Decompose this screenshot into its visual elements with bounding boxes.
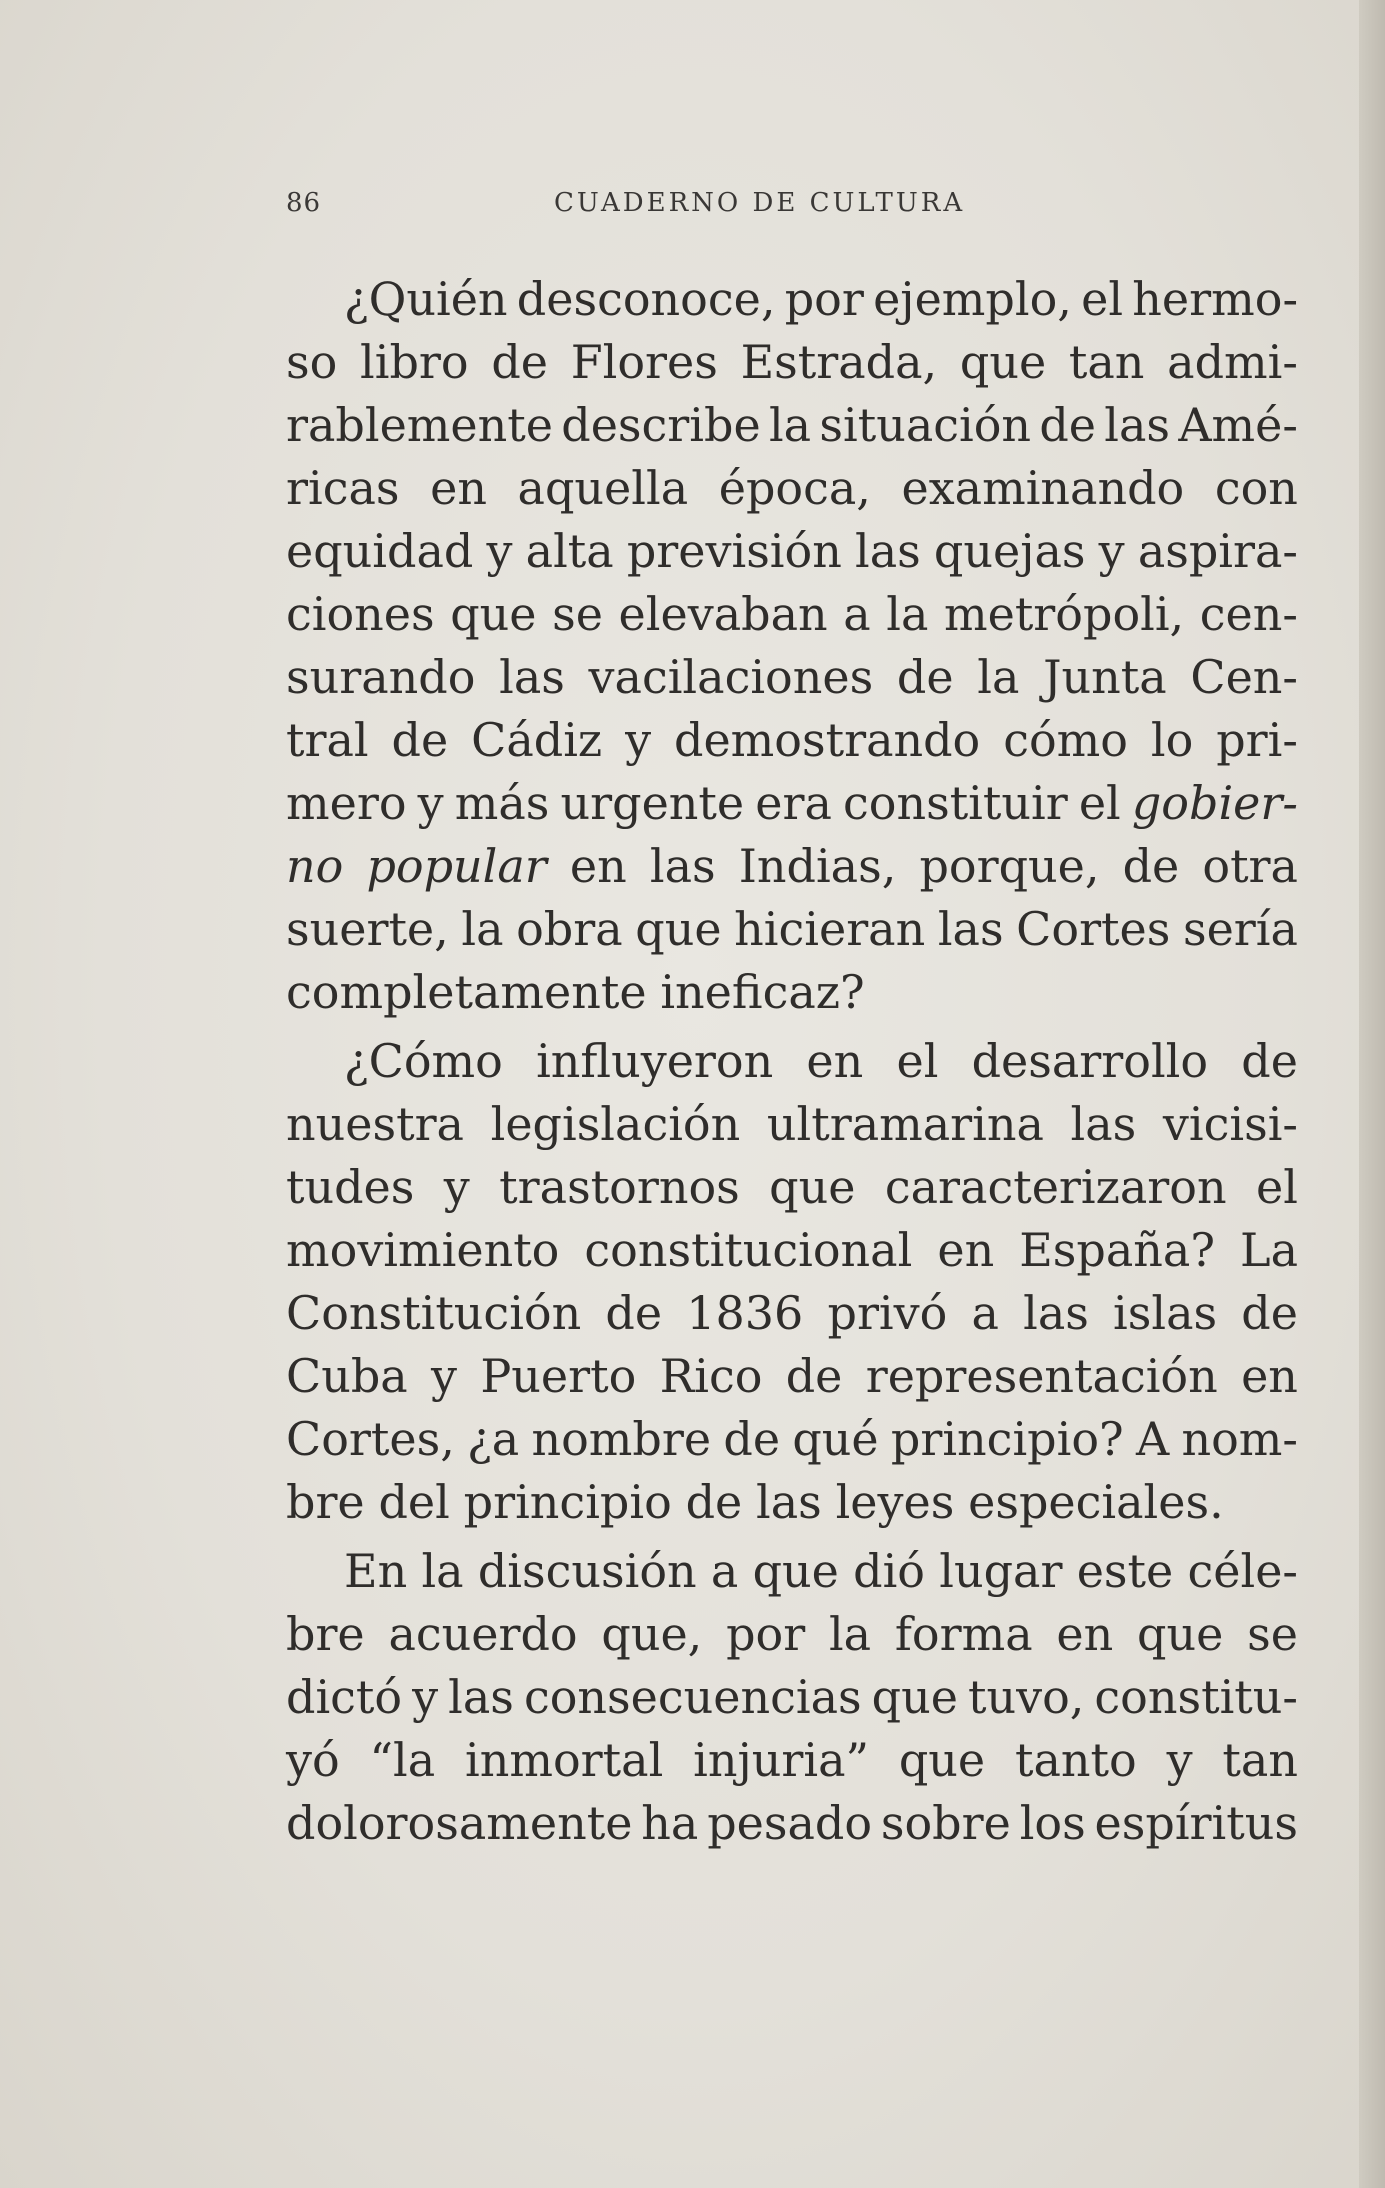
word: y	[412, 1670, 439, 1724]
word: caracterizaron	[884, 1160, 1227, 1214]
text-line	[286, 331, 1298, 394]
word: Indias,	[738, 839, 897, 893]
word: discusión	[477, 1544, 697, 1598]
word: el	[1256, 1160, 1298, 1214]
word: Cuba	[286, 1349, 408, 1403]
word: situación	[819, 398, 1032, 452]
word: las	[448, 1670, 514, 1724]
word: que	[752, 1544, 839, 1598]
word: bre	[286, 1607, 365, 1661]
word: desarrollo	[971, 1034, 1209, 1088]
word: a	[971, 1286, 999, 1340]
word: constituir	[843, 776, 1068, 830]
word: de	[1122, 839, 1180, 893]
word: acuerdo	[388, 1607, 578, 1661]
word: la	[886, 587, 929, 641]
word: el	[896, 1034, 939, 1088]
word: de	[1241, 1286, 1298, 1340]
word: admi-	[1167, 335, 1298, 389]
word: sería	[1182, 902, 1298, 956]
text-line	[286, 520, 1298, 583]
page-header	[286, 188, 1046, 228]
word: de	[491, 335, 548, 389]
word: dolorosamente	[286, 1796, 633, 1850]
word: Puerto	[480, 1349, 637, 1403]
running-title: CUADERNO DE CULTURA	[554, 188, 966, 218]
word: las	[1070, 1097, 1137, 1151]
word: de	[723, 1412, 781, 1466]
word: por	[726, 1607, 806, 1661]
word: islas	[1113, 1286, 1218, 1340]
word: nuestra	[286, 1097, 464, 1151]
word: ciones	[286, 587, 435, 641]
word: influyeron	[536, 1034, 774, 1088]
word: que	[1137, 1607, 1224, 1661]
text-line	[286, 898, 1298, 961]
word: surando	[286, 650, 476, 704]
word: describe	[561, 398, 761, 452]
word: ejemplo,	[873, 272, 1072, 326]
word: de	[1039, 398, 1096, 452]
text-line	[286, 1030, 1298, 1093]
word: las	[1023, 1286, 1089, 1340]
word: movimiento	[286, 1223, 560, 1277]
word: consecuencias	[523, 1670, 862, 1724]
word: por	[784, 272, 864, 326]
word: ¿a	[467, 1412, 520, 1466]
text-line	[286, 1408, 1298, 1471]
word: constitu-	[1094, 1670, 1298, 1724]
word: tudes	[286, 1160, 415, 1214]
word: las	[756, 1475, 822, 1529]
word: Estrada,	[740, 335, 938, 389]
word: el	[1078, 776, 1121, 830]
word: en	[1056, 1607, 1114, 1661]
word: yó	[286, 1733, 340, 1787]
word: de	[685, 1475, 743, 1529]
word: pri-	[1216, 713, 1298, 767]
text-line	[286, 709, 1298, 772]
word: injuria”	[693, 1733, 870, 1787]
word: de	[391, 713, 449, 767]
word: Cortes	[1016, 902, 1171, 956]
word: que	[769, 1160, 856, 1214]
word: so	[286, 335, 338, 389]
word: de	[1241, 1034, 1298, 1088]
word: que	[450, 587, 537, 641]
word: previsión	[626, 524, 842, 578]
word: quejas	[933, 524, 1086, 578]
word: de	[605, 1286, 663, 1340]
word: se	[1247, 1607, 1298, 1661]
paragraph-1	[286, 268, 1298, 1024]
word: en	[1241, 1349, 1298, 1403]
word: la	[977, 650, 1020, 704]
text-line	[286, 1282, 1298, 1345]
word: la	[421, 1544, 464, 1598]
word: la	[461, 902, 504, 956]
word: otra	[1202, 839, 1298, 893]
text-line	[286, 1666, 1298, 1729]
word: Amé-	[1178, 398, 1298, 452]
word: libro	[360, 335, 469, 389]
word: Cádiz	[471, 713, 603, 767]
word: de	[896, 650, 954, 704]
word: que,	[601, 1607, 703, 1661]
word: vicisi-	[1162, 1097, 1298, 1151]
word: que	[959, 335, 1047, 389]
word: espíritus	[1094, 1796, 1298, 1850]
word: época,	[718, 461, 871, 515]
word: aspira-	[1137, 524, 1298, 578]
word: constitucional	[584, 1223, 913, 1277]
text-line	[286, 1345, 1298, 1408]
word: Junta	[1043, 650, 1167, 704]
word: este	[1076, 1544, 1174, 1598]
word: elevaban	[618, 587, 828, 641]
word: ha	[641, 1796, 699, 1850]
word: porque,	[919, 839, 1100, 893]
word: trastornos	[499, 1160, 740, 1214]
word: España?	[1019, 1223, 1215, 1277]
word: que	[898, 1733, 986, 1787]
page-edge-shadow	[1359, 0, 1385, 2188]
word: y	[1098, 524, 1125, 578]
word: pesado	[707, 1796, 873, 1850]
word: ¿Cómo	[344, 1034, 503, 1088]
word: y	[443, 1160, 470, 1214]
word: urgente	[560, 776, 745, 830]
word: hermo-	[1132, 272, 1298, 326]
word: se	[552, 587, 603, 641]
word: sobre	[880, 1796, 1011, 1850]
word: A	[1135, 1412, 1170, 1466]
text-line	[286, 1219, 1298, 1282]
page-number: 86	[286, 188, 322, 218]
word: y	[1166, 1733, 1193, 1787]
word: la	[828, 1607, 872, 1661]
word: del	[378, 1475, 450, 1529]
word: ultramarina	[766, 1097, 1044, 1151]
word: desconoce,	[516, 272, 776, 326]
word: tral	[286, 713, 369, 767]
word: lugar	[939, 1544, 1063, 1598]
text-line	[286, 1603, 1298, 1666]
body-text	[286, 268, 1298, 1855]
word: vacilaciones	[588, 650, 874, 704]
word: en	[430, 461, 487, 515]
word: ricas	[286, 461, 400, 515]
text-line	[286, 268, 1298, 331]
word: hicieran	[734, 902, 926, 956]
word: Rico	[659, 1349, 763, 1403]
text-line	[286, 961, 1298, 1024]
word: mero	[286, 776, 407, 830]
word: inmortal	[465, 1733, 664, 1787]
paragraph-3	[286, 1540, 1298, 1855]
text-line	[286, 835, 1298, 898]
word: Cen-	[1190, 650, 1298, 704]
word: a	[710, 1544, 739, 1598]
word: demostrando	[674, 713, 981, 767]
word: especiales.	[968, 1475, 1224, 1529]
text-line	[286, 1729, 1298, 1792]
text-line	[286, 1093, 1298, 1156]
word: principio?	[890, 1412, 1124, 1466]
word: gobier-	[1131, 776, 1298, 830]
word: completamente	[286, 965, 647, 1019]
word: popular	[366, 839, 547, 893]
word: representación	[865, 1349, 1218, 1403]
word: y	[625, 713, 652, 767]
word: las	[649, 839, 716, 893]
word: de	[785, 1349, 843, 1403]
word: la	[768, 398, 812, 452]
word: en	[806, 1034, 864, 1088]
word: dictó	[286, 1670, 403, 1724]
word: a	[843, 587, 871, 641]
text-line	[286, 583, 1298, 646]
word: privó	[827, 1286, 948, 1340]
word: nom-	[1181, 1412, 1298, 1466]
word: que	[871, 1670, 958, 1724]
word: ineficaz?	[660, 965, 865, 1019]
word: equidad	[286, 524, 474, 578]
text-line	[286, 772, 1298, 835]
word: qué	[792, 1412, 879, 1466]
word: suerte,	[286, 902, 449, 956]
text-line	[286, 457, 1298, 520]
word: forma	[894, 1607, 1033, 1661]
word: y	[431, 1349, 458, 1403]
word: las	[1104, 398, 1171, 452]
text-line	[286, 1471, 1298, 1534]
word: ¿Quién	[344, 272, 508, 326]
word: Constitución	[286, 1286, 582, 1340]
word: tan	[1222, 1733, 1298, 1787]
word: aquella	[517, 461, 689, 515]
word: que	[635, 902, 722, 956]
word: principio	[463, 1475, 672, 1529]
word: cen-	[1199, 587, 1298, 641]
word: leyes	[835, 1475, 955, 1529]
word: y	[486, 524, 513, 578]
word: con	[1214, 461, 1298, 515]
word: Flores	[570, 335, 718, 389]
word: no	[286, 839, 344, 893]
word: cómo	[1003, 713, 1128, 767]
word: La	[1240, 1223, 1298, 1277]
word: bre	[286, 1475, 365, 1529]
word: en	[569, 839, 627, 893]
word: el	[1081, 272, 1124, 326]
word: metrópoli,	[943, 587, 1185, 641]
word: examinando	[901, 461, 1185, 515]
word: Cortes,	[286, 1412, 455, 1466]
word: 1836	[686, 1286, 804, 1340]
word: tan	[1068, 335, 1145, 389]
text-line	[286, 394, 1298, 457]
word: “la	[369, 1733, 436, 1787]
word: nombre	[531, 1412, 712, 1466]
text-line	[286, 1792, 1298, 1855]
text-line	[286, 1156, 1298, 1219]
word: obra	[516, 902, 623, 956]
word: dió	[853, 1544, 925, 1598]
word: las	[855, 524, 921, 578]
word: céle-	[1187, 1544, 1298, 1598]
word: tuvo,	[967, 1670, 1085, 1724]
word: en	[937, 1223, 995, 1277]
text-line	[286, 646, 1298, 709]
word: las	[937, 902, 1004, 956]
word: era	[755, 776, 832, 830]
word: legislación	[490, 1097, 741, 1151]
text-line	[286, 1540, 1298, 1603]
word: En	[344, 1544, 408, 1598]
word: y	[417, 776, 444, 830]
paragraph-2	[286, 1030, 1298, 1534]
word: rablemente	[286, 398, 553, 452]
word: tanto	[1015, 1733, 1137, 1787]
word: los	[1019, 1796, 1086, 1850]
word: más	[454, 776, 550, 830]
word: alta	[525, 524, 614, 578]
word: las	[499, 650, 565, 704]
word: lo	[1150, 713, 1194, 767]
